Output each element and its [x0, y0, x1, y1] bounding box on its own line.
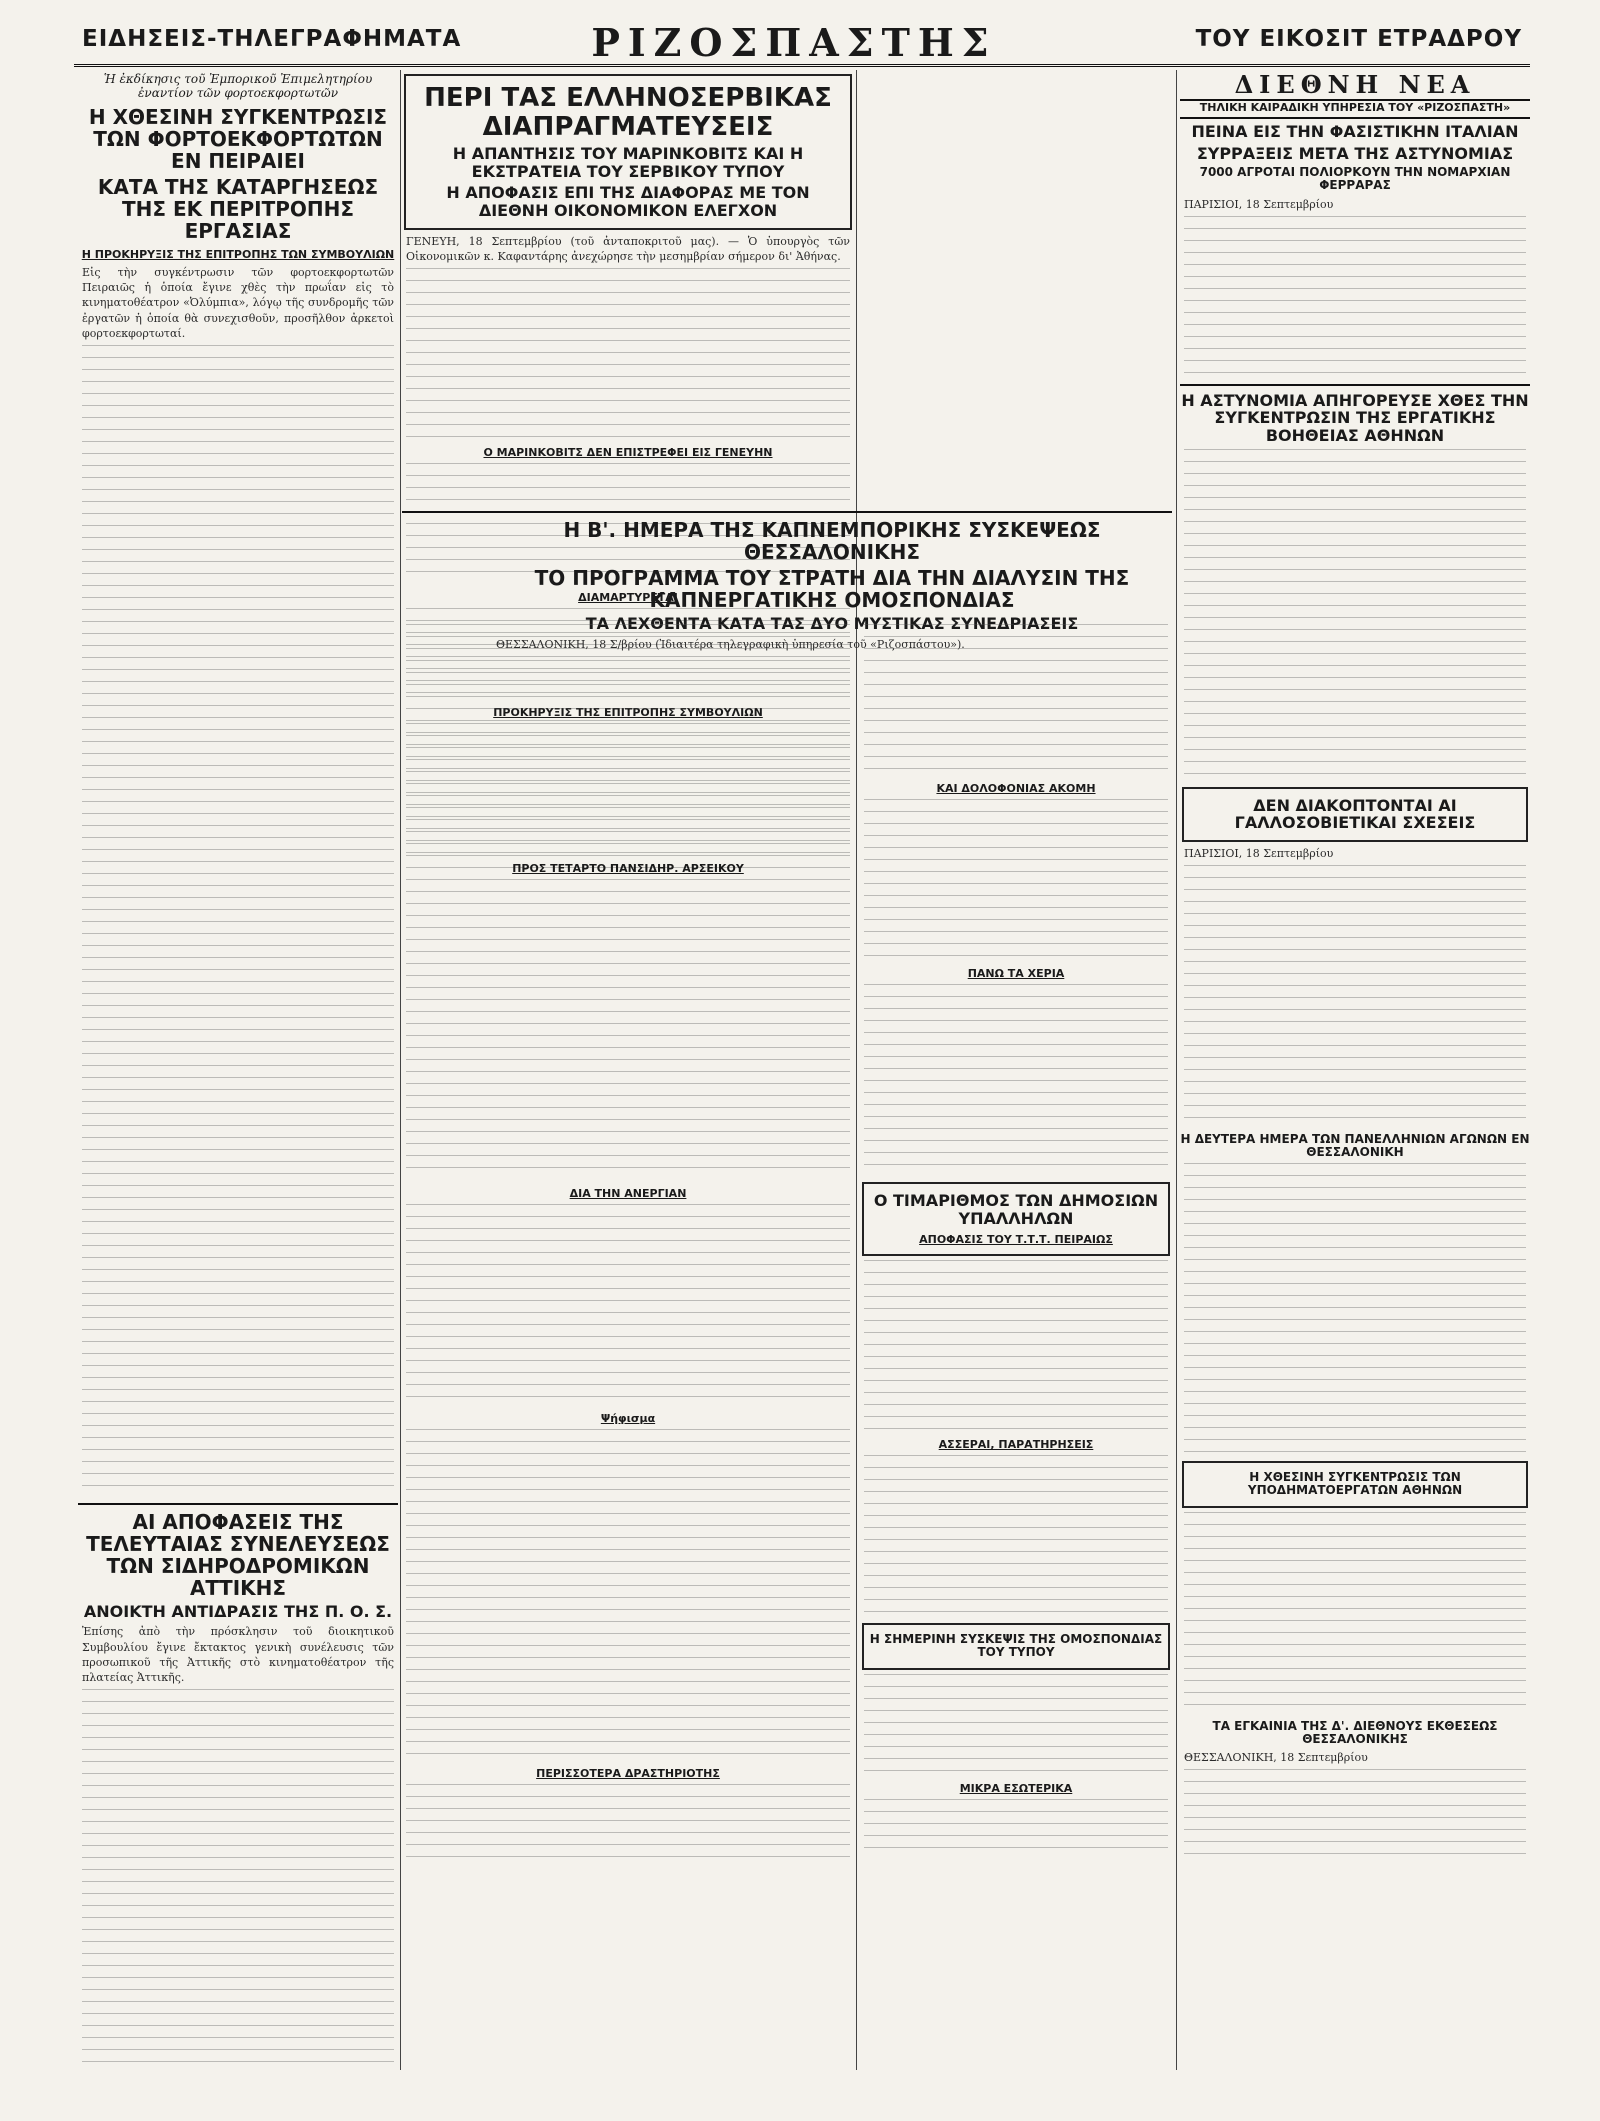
article-dateline: ΠΑΡΙΣΙΟΙ, 18 Σεπτεμβρίου	[1184, 197, 1334, 211]
article-subhead: ΠΡΟΚΗΡΥΞΙΣ ΤΗΣ ΕΠΙΤΡΟΠΗΣ ΣΥΜΒΟΥΛΙΩΝ	[493, 705, 763, 719]
article-body-columns	[82, 345, 394, 1495]
article-subhead: ΠΕΡΙΣΣΟΤΕΡΑ ΔΡΑΣΤΗΡΙΟΤΗΣ	[536, 1767, 720, 1780]
article-headline: ΤΟ ΠΡΟΓΡΑΜΜΑ ΤΟΥ ΣΤΡΑΤΗ ΔΙΑ ΤΗΝ ΔΙΑΛΥΣΙΝ ΤΗΣ ΚΑΠΝΕΡΓΑΤΙΚΗΣ ΟΜΟΣΠΟΝΔΙΑΣ	[534, 566, 1130, 612]
article-subhead: ΠΑΝΩ ΤΑ ΧΕΡΙΑ	[967, 967, 1065, 980]
article-headline: Η ΣΗΜΕΡΙΝΗ ΣΥΣΚΕΨΙΣ ΤΗΣ ΟΜΟΣΠΟΝΔΙΑΣ ΤΟΥ ΤΥΠΟΥ	[869, 1632, 1163, 1660]
article-subheadline: Η ΑΠΟΦΑΣΙΣ ΕΠΙ ΤΗΣ ΔΙΑΦΟΡΑΣ ΜΕ ΤΟΝ ΔΙΕΘΝΗ ΟΙΚΟΝΟΜΙΚΟΝ ΕΛΕΓΧΟΝ	[446, 183, 810, 220]
article-subhead: ΜΙΚΡΑ ΕΣΩΤΕΡΙΚΑ	[959, 1781, 1073, 1795]
article-subhead: ΑΠΟΦΑΣΙΣ ΤΟΥ Τ.Τ.Τ. ΠΕΙΡΑΙΩΣ	[919, 1233, 1113, 1247]
column-divider	[400, 70, 401, 2070]
article-headline: Η ΧΘΕΣΙΝΗ ΣΥΓΚΕΝΤΡΩΣΙΣ ΤΩΝ ΦΟΡΤΟΕΚΦΟΡΤΩΤΩΝ ΕΝ ΠΕΙΡΑΙΕΙ	[88, 105, 388, 173]
article-body-columns	[864, 1455, 1168, 1615]
article-body-columns	[1184, 1163, 1526, 1453]
article-body-columns	[406, 1429, 850, 1759]
article-subhead: ΠΡΟΣ ΤΕΤΑΡΤΟ ΠΑΝΣΙΔΗΡ. ΑΡΣΕΙΚΟΥ	[512, 862, 744, 875]
article-dateline: ΘΕΣΣΑΛΟΝΙΚΗ, 18 Σ/βρίου (Ἰδιαιτέρα τηλεγραφικὴ ὑπηρεσία τοῦ «Ριζοσπάστου»).	[496, 637, 965, 651]
article-headline: ΔΕΝ ΔΙΑΚΟΠΤΟΝΤΑΙ ΑΙ ΓΑΛΛΟΣΟΒΙΕΤΙΚΑΙ ΣΧΕΣΕΙΣ	[1234, 795, 1476, 833]
section-service-line: ΤΗΛΙΚΗ ΚΑΙΡΑΔΙΚΗ ΥΠΗΡΕΣΙΑ ΤΟΥ «ΡΙΖΟΣΠΑΣΤΗ»	[1180, 101, 1530, 119]
article-headline: ΑΙ ΑΠΟΦΑΣΕΙΣ ΤΗΣ ΤΕΛΕΥΤΑΙΑΣ ΣΥΝΕΛΕΥΣΕΩΣ ΤΩΝ ΣΙΔΗΡΟΔΡΟΜΙΚΩΝ ΑΤΤΙΚΗΣ	[86, 1509, 390, 1600]
article-body-columns	[864, 1674, 1168, 1774]
article-body-columns	[406, 624, 850, 854]
article-subhead: ΔΙΑ ΤΗΝ ΑΝΕΡΓΙΑΝ	[569, 1187, 687, 1200]
article-kicker: Ἡ ἐκδίκησις τοῦ Ἐμπορικοῦ Ἐπιμελητηρίου ἐναντίον τῶν φορτοεκφορτωτῶν	[103, 72, 373, 100]
article-dateline: ΓΕΝΕΥΗ, 18 Σεπτεμβρίου (τοῦ ἀνταποκριτοῦ μας). — Ὁ ὑπουργὸς τῶν Οἰκονομικῶν κ. Καφαντάρης ἀνεχώρησε τὴν μεσημβρίαν σήμερον δι' Ἀθήνας.	[406, 234, 854, 263]
article-body-columns	[406, 1784, 850, 1864]
section-banner: ΔΙΕΘΝΗ ΝΕΑ	[1180, 70, 1530, 101]
article-body-columns	[1184, 865, 1526, 1125]
article-body-columns	[1184, 1769, 1526, 1859]
article-body-columns	[406, 879, 850, 1179]
article-body-columns	[864, 1260, 1168, 1430]
article-body-columns	[864, 624, 1168, 774]
article-body-columns	[864, 799, 1168, 959]
article-body-columns	[406, 268, 850, 438]
article-body: Εἰς τὴν συγκέντρωσιν τῶν φορτοεκφορτωτῶν Πειραιῶς ἡ ὁποία ἔγινε χθὲς τὴν πρωΐαν εἰς τὸ κινηματοθέατρον «Ὀλύμπια», λόγῳ τῆς συνδρομῆς τῶν ἐργατῶν ἡ ὁποία θὰ συνεχισθοῦν, προσῆλθον ἀρκετοὶ φορτοεκφορτωταί.	[82, 266, 398, 340]
column-center-right	[860, 620, 1172, 2070]
article-dateline: ΘΕΣΣΑΛΟΝΙΚΗ, 18 Σεπτεμβρίου	[1184, 1751, 1368, 1764]
article-body-columns	[1184, 216, 1526, 376]
article-subheadline: ΑΝΟΙΚΤΗ ΑΝΤΙΔΡΑΣΙΣ ΤΗΣ Π. Ο. Σ.	[83, 1601, 393, 1621]
article-headline: ΣΥΡΡΑΞΕΙΣ ΜΕΤΑ ΤΗΣ ΑΣΤΥΝΟΜΙΑΣ	[1196, 143, 1514, 163]
article-subhead: Ψήφισμα	[600, 1412, 656, 1425]
section-label-left: ΕΙΔΗΣΕΙΣ-ΤΗΛΕΓΡΑΦΗΜΑΤΑ	[82, 26, 462, 52]
section-label-right: ΤΟΥ ΕΙΚΟΣΙΤ ΕΤΡΑΔΡΟΥ	[1195, 26, 1522, 52]
article-subhead: Ο ΜΑΡΙΝΚΟΒΙΤΣ ΔΕΝ ΕΠΙΣΤΡΕΦΕΙ ΕΙΣ ΓΕΝΕΥΗΝ	[483, 445, 773, 459]
article-subheadline: Η ΑΠΑΝΤΗΣΙΣ ΤΟΥ ΜΑΡΙΝΚΟΒΙΤΣ ΚΑΙ Η ΕΚΣΤΡΑΤΕΙΑ ΤΟΥ ΣΕΡΒΙΚΟΥ ΤΥΠΟΥ	[452, 144, 804, 181]
article-subhead: Η ΠΡΟΚΗΡΥΞΙΣ ΤΗΣ ΕΠΙΤΡΟΠΗΣ ΤΩΝ ΣΥΜΒΟΥΛΙΩΝ	[81, 248, 395, 261]
column-center-left-lower	[402, 620, 854, 2070]
article-headline: ΤΑ ΕΓΚΑΙΝΙΑ ΤΗΣ Δ'. ΔΙΕΘΝΟΥΣ ΕΚΘΕΣΕΩΣ ΘΕΣΣΑΛΟΝΙΚΗΣ	[1212, 1718, 1498, 1746]
article-subhead: ΔΙΑΜΑΡΤΥΡΕΤΑΙ	[578, 590, 678, 604]
article-headline: ΠΕΙΝΑ ΕΙΣ ΤΗΝ ΦΑΣΙΣΤΙΚΗΝ ΙΤΑΛΙΑΝ	[1191, 122, 1519, 141]
article-subhead: ΚΑΙ ΔΟΛΟΦΟΝΙΑΣ ΑΚΟΜΗ	[936, 782, 1096, 795]
article-body-columns	[864, 1799, 1168, 1859]
column-divider	[1176, 70, 1177, 2070]
article-body-columns	[1184, 449, 1526, 779]
article-body: Ἐπίσης ἀπὸ τὴν πρόσκλησιν τοῦ διοικητικοῦ Συμβουλίου ἔγινε ἔκτακτος γενικὴ συνέλευσις τῶν προσωπικοῦ τῆς Ἀττικῆς στὸ κινηματοθέατρον τῆς πλατείας Ἀττικῆς.	[82, 1625, 398, 1684]
article-headline: Η Β'. ΗΜΕΡΑ ΤΗΣ ΚΑΠΝΕΜΠΟΡΙΚΗΣ ΣΥΣΚΕΨΕΩΣ ΘΕΣΣΑΛΟΝΙΚΗΣ	[563, 518, 1101, 564]
international-news-panel	[1180, 70, 1530, 2070]
article-body-columns	[1184, 1512, 1526, 1712]
article-headline: Ο ΤΙΜΑΡΙΘΜΟΣ ΤΩΝ ΔΗΜΟΣΙΩΝ ΥΠΑΛΛΗΛΩΝ	[873, 1191, 1159, 1228]
column-divider	[856, 70, 857, 2070]
article-dateline: ΠΑΡΙΣΙΟΙ, 18 Σεπτεμβρίου	[1184, 846, 1334, 860]
article-subhead: ΑΣΣΕΡΑΙ, ΠΑΡΑΤΗΡΗΣΕΙΣ	[938, 1438, 1094, 1452]
article-subheadline: 7000 ΑΓΡΟΤΑΙ ΠΟΛΙΟΡΚΟΥΝ ΤΗΝ ΝΟΜΑΡΧΙΑΝ ΦΕΡΡΑΡΑΣ	[1199, 165, 1511, 193]
article-headline: ΚΑΤΑ ΤΗΣ ΚΑΤΑΡΓΗΣΕΩΣ ΤΗΣ ΕΚ ΠΕΡΙΤΡΟΠΗΣ ΕΡΓΑΣΙΑΣ	[97, 175, 379, 243]
article-subheadline: ΤΑ ΛΕΧΘΕΝΤΑ ΚΑΤΑ ΤΑΣ ΔΥΟ ΜΥΣΤΙΚΑΣ ΣΥΝΕΔΡΙΑΣΕΙΣ	[585, 614, 1079, 633]
article-headline: Η ΧΘΕΣΙΝΗ ΣΥΓΚΕΝΤΡΩΣΙΣ ΤΩΝ ΥΠΟΔΗΜΑΤΟΕΡΓΑΤΩΝ ΑΘΗΝΩΝ	[1247, 1470, 1463, 1498]
masthead	[74, 20, 1530, 67]
column-left	[78, 70, 398, 2070]
newspaper-title: ΡΙΖΟΣΠΑΣΤΗΣ	[591, 20, 997, 65]
article-body-columns	[864, 984, 1168, 1174]
article-headline: Η ΔΕΥΤΕΡΑ ΗΜΕΡΑ ΤΩΝ ΠΑΝΕΛΛΗΝΙΩΝ ΑΓΩΝΩΝ ΕΝ ΘΕΣΣΑΛΟΝΙΚΗ	[1180, 1131, 1530, 1160]
divider	[78, 1503, 398, 1505]
article-body-columns	[82, 1689, 394, 2070]
article-body-columns	[406, 1204, 850, 1404]
article-headline: Η ΑΣΤΥΝΟΜΙΑ ΑΠΗΓΟΡΕΥΣΕ ΧΘΕΣ ΤΗΝ ΣΥΓΚΕΝΤΡΩΣΙΝ ΤΗΣ ΕΡΓΑΤΙΚΗΣ ΒΟΗΘΕΙΑΣ ΑΘΗΝΩΝ	[1181, 390, 1529, 445]
article-headline: ΠΕΡΙ ΤΑΣ ΕΛΛΗΝΟΣΕΡΒΙΚΑΣ ΔΙΑΠΡΑΓΜΑΤΕΥΣΕΙΣ	[424, 83, 832, 142]
